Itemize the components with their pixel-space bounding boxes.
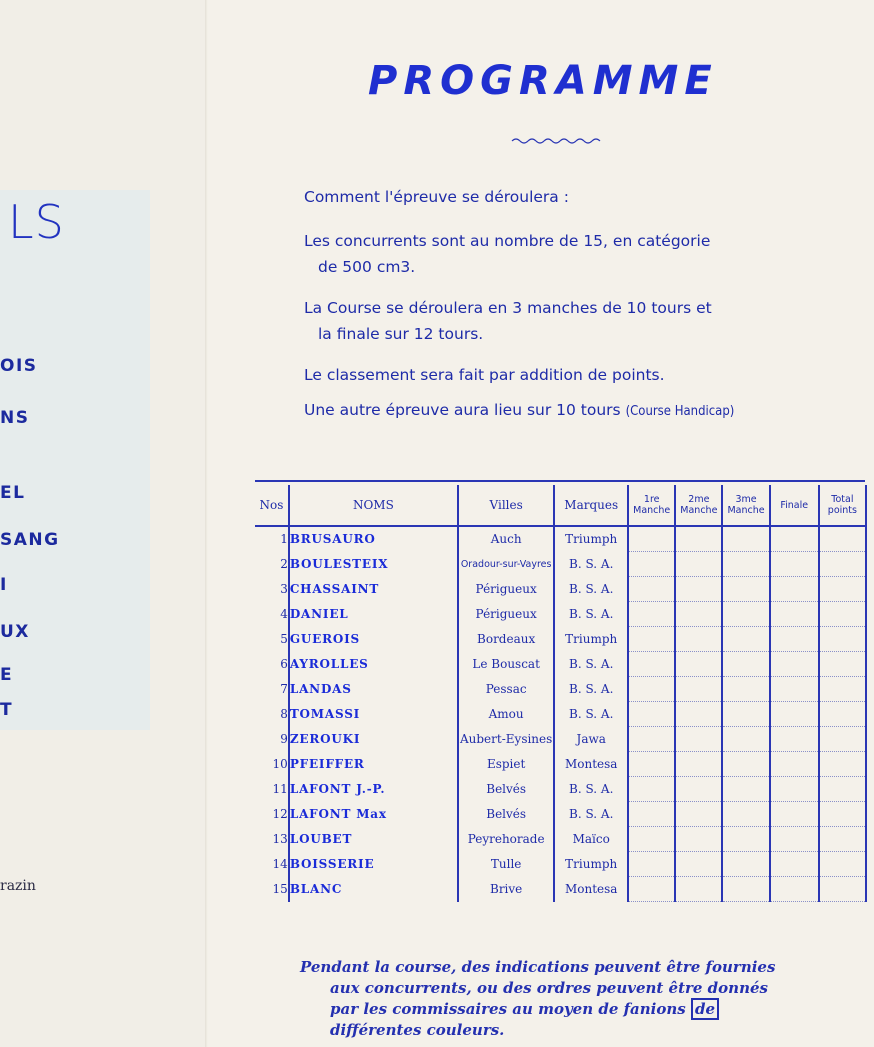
score-cell-manche-2 bbox=[675, 577, 722, 602]
table-row bbox=[255, 552, 866, 577]
score-cell-manche-3 bbox=[722, 877, 769, 902]
score-cell-finale bbox=[770, 577, 819, 602]
left-page-large-letters: LS bbox=[8, 195, 65, 249]
header-text: Manche bbox=[633, 505, 671, 516]
score-cell-manche-3 bbox=[722, 577, 769, 602]
competitor-city: Périgueux bbox=[458, 602, 554, 627]
footnote-line: aux concurrents, ou des ordres peuvent être donnés bbox=[330, 979, 768, 997]
score-cell-manche-3 bbox=[722, 777, 769, 802]
score-cell-finale bbox=[770, 852, 819, 877]
table-row bbox=[255, 802, 866, 827]
competitor-name: LANDAS bbox=[289, 677, 458, 702]
row-number: 15 bbox=[272, 882, 288, 896]
score-cell-manche-1 bbox=[628, 627, 675, 652]
header-text: points bbox=[827, 505, 857, 516]
left-page-panel bbox=[0, 190, 150, 730]
table-row bbox=[255, 877, 866, 902]
table-top-rule bbox=[255, 480, 865, 482]
competitor-brand: B. S. A. bbox=[554, 702, 628, 727]
competitor-name: BRUSAURO bbox=[289, 526, 458, 552]
header-manche-2 bbox=[675, 485, 722, 526]
rule-paragraph-1 bbox=[304, 228, 824, 280]
score-cell-manche-2 bbox=[675, 552, 722, 577]
competitor-city: Belvés bbox=[458, 802, 554, 827]
header-text: 2me bbox=[688, 494, 710, 505]
left-page-fragment-text: EL bbox=[0, 483, 26, 503]
competitor-name: PFEIFFER bbox=[289, 752, 458, 777]
competitor-name: BLANC bbox=[289, 877, 458, 902]
score-cell-total bbox=[819, 602, 866, 627]
header-noms: NOMS bbox=[289, 485, 458, 526]
row-number: 4 bbox=[280, 607, 288, 621]
score-cell-finale bbox=[770, 602, 819, 627]
score-cell-total bbox=[819, 526, 866, 552]
table-row bbox=[255, 827, 866, 852]
competitor-brand: B. S. A. bbox=[554, 577, 628, 602]
score-cell-manche-1 bbox=[628, 802, 675, 827]
score-cell-manche-1 bbox=[628, 727, 675, 752]
score-cell-total bbox=[819, 577, 866, 602]
row-number: 1 bbox=[280, 532, 288, 547]
score-cell-manche-1 bbox=[628, 752, 675, 777]
row-number: 6 bbox=[280, 657, 288, 671]
paragraph-line: Les concurrents sont au nombre de 15, en catégorie bbox=[304, 232, 711, 250]
score-cell-finale bbox=[770, 727, 819, 752]
paragraph-parenthetical: (Course Handicap) bbox=[625, 404, 735, 419]
score-cell-total bbox=[819, 802, 866, 827]
row-number: 3 bbox=[280, 582, 288, 596]
score-cell-manche-3 bbox=[722, 727, 769, 752]
score-cell-manche-2 bbox=[675, 827, 722, 852]
table-row bbox=[255, 526, 866, 552]
competitor-brand: Triumph bbox=[554, 627, 628, 652]
row-number: 5 bbox=[280, 632, 288, 646]
intro-text: Comment l'épreuve se déroulera : bbox=[304, 188, 569, 206]
footnote-line: différentes couleurs. bbox=[330, 1021, 505, 1039]
competitor-city: Oradour-sur-Vayres bbox=[458, 552, 554, 577]
left-page-fragment-text: SANG bbox=[0, 530, 60, 550]
score-cell-manche-2 bbox=[675, 802, 722, 827]
left-page-fragment-text: E bbox=[0, 665, 14, 685]
score-cell-finale bbox=[770, 802, 819, 827]
competitor-brand: B. S. A. bbox=[554, 777, 628, 802]
table-row bbox=[255, 627, 866, 652]
header-villes: Villes bbox=[458, 485, 554, 526]
competitor-city: Peyrehorade bbox=[458, 827, 554, 852]
competitor-city: Tulle bbox=[458, 852, 554, 877]
left-page-fragment-text: OIS bbox=[0, 356, 38, 376]
title-underline-ornament bbox=[510, 136, 610, 146]
score-cell-manche-3 bbox=[722, 627, 769, 652]
competitor-name: DANIEL bbox=[289, 602, 458, 627]
score-cell-finale bbox=[770, 877, 819, 902]
score-cell-manche-1 bbox=[628, 702, 675, 727]
score-cell-total bbox=[819, 727, 866, 752]
header-text: 1re bbox=[643, 494, 660, 505]
score-cell-manche-1 bbox=[628, 602, 675, 627]
competitor-city: Auch bbox=[458, 526, 554, 552]
table-header-row bbox=[255, 485, 866, 526]
score-cell-total bbox=[819, 652, 866, 677]
competitor-brand: B. S. A. bbox=[554, 677, 628, 702]
score-cell-manche-2 bbox=[675, 526, 722, 552]
competitor-brand: B. S. A. bbox=[554, 802, 628, 827]
score-cell-manche-2 bbox=[675, 777, 722, 802]
score-cell-total bbox=[819, 752, 866, 777]
table-row bbox=[255, 677, 866, 702]
score-cell-finale bbox=[770, 627, 819, 652]
competitor-brand: Maïco bbox=[554, 827, 628, 852]
rule-paragraph-4 bbox=[304, 397, 824, 425]
score-cell-manche-3 bbox=[722, 526, 769, 552]
competitor-name: LAFONT Max bbox=[289, 802, 458, 827]
score-cell-finale bbox=[770, 652, 819, 677]
score-cell-manche-2 bbox=[675, 602, 722, 627]
competitor-name: TOMASSI bbox=[289, 702, 458, 727]
competitor-city: Pessac bbox=[458, 677, 554, 702]
competitor-name: BOISSERIE bbox=[289, 852, 458, 877]
score-cell-manche-1 bbox=[628, 852, 675, 877]
header-text: Manche bbox=[727, 505, 765, 516]
competitor-name: ZEROUKI bbox=[289, 727, 458, 752]
competitor-brand: Montesa bbox=[554, 877, 628, 902]
score-cell-manche-1 bbox=[628, 777, 675, 802]
score-cell-total bbox=[819, 552, 866, 577]
score-cell-total bbox=[819, 627, 866, 652]
left-page-fragment-text: T bbox=[0, 700, 14, 720]
score-cell-total bbox=[819, 777, 866, 802]
score-cell-manche-2 bbox=[675, 877, 722, 902]
row-number: 13 bbox=[272, 832, 288, 846]
rule-paragraph-3: Le classement sera fait par addition de points. bbox=[304, 366, 665, 384]
competitor-city: Périgueux bbox=[458, 577, 554, 602]
score-cell-finale bbox=[770, 677, 819, 702]
left-page-fragment-text: I bbox=[0, 575, 8, 595]
competitor-city: Espiet bbox=[458, 752, 554, 777]
row-number: 12 bbox=[272, 807, 288, 821]
score-cell-manche-2 bbox=[675, 652, 722, 677]
score-cell-total bbox=[819, 827, 866, 852]
competitor-city: Aubert-Eysines bbox=[458, 727, 554, 752]
competitor-brand: Triumph bbox=[554, 852, 628, 877]
score-cell-manche-3 bbox=[722, 702, 769, 727]
left-page-fragment bbox=[0, 0, 205, 1047]
score-cell-manche-2 bbox=[675, 727, 722, 752]
competitor-city: Le Bouscat bbox=[458, 652, 554, 677]
table-row bbox=[255, 702, 866, 727]
score-cell-manche-3 bbox=[722, 752, 769, 777]
competitor-city: Belvés bbox=[458, 777, 554, 802]
table-row bbox=[255, 752, 866, 777]
score-cell-manche-3 bbox=[722, 827, 769, 852]
score-cell-manche-1 bbox=[628, 552, 675, 577]
table-row bbox=[255, 852, 866, 877]
header-manche-1 bbox=[628, 485, 675, 526]
table-row bbox=[255, 652, 866, 677]
competitor-brand: Montesa bbox=[554, 752, 628, 777]
competitor-city: Amou bbox=[458, 702, 554, 727]
score-cell-manche-2 bbox=[675, 627, 722, 652]
competitor-brand: Jawa bbox=[554, 727, 628, 752]
competitor-brand: Triumph bbox=[554, 526, 628, 552]
score-cell-finale bbox=[770, 552, 819, 577]
rule-paragraph-2 bbox=[304, 295, 824, 347]
score-cell-manche-3 bbox=[722, 652, 769, 677]
score-cell-manche-2 bbox=[675, 752, 722, 777]
header-text: 3me bbox=[735, 494, 757, 505]
score-cell-manche-1 bbox=[628, 827, 675, 852]
table-row bbox=[255, 727, 866, 752]
score-cell-manche-3 bbox=[722, 677, 769, 702]
competitor-name: LOUBET bbox=[289, 827, 458, 852]
score-cell-total bbox=[819, 702, 866, 727]
header-manche-3 bbox=[722, 485, 769, 526]
table-row bbox=[255, 602, 866, 627]
footnote-text: par les commissaires au moyen de fanions bbox=[330, 1000, 686, 1018]
competitor-city: Bordeaux bbox=[458, 627, 554, 652]
competitor-city: Brive bbox=[458, 877, 554, 902]
paragraph-line: La Course se déroulera en 3 manches de 10 tours et bbox=[304, 299, 712, 317]
competitor-name: CHASSAINT bbox=[289, 577, 458, 602]
footnote-line: Pendant la course, des indications peuvent être fournies bbox=[300, 958, 776, 976]
score-cell-finale bbox=[770, 777, 819, 802]
score-cell-manche-3 bbox=[722, 602, 769, 627]
row-number: 11 bbox=[272, 782, 288, 796]
header-num: Nos bbox=[255, 485, 289, 526]
table-body bbox=[255, 526, 866, 902]
score-cell-manche-1 bbox=[628, 677, 675, 702]
score-cell-total bbox=[819, 677, 866, 702]
header-marques: Marques bbox=[554, 485, 628, 526]
header-text: Total bbox=[831, 494, 854, 505]
score-cell-manche-2 bbox=[675, 852, 722, 877]
score-cell-manche-1 bbox=[628, 652, 675, 677]
score-cell-manche-3 bbox=[722, 802, 769, 827]
score-cell-manche-1 bbox=[628, 877, 675, 902]
row-number: 14 bbox=[272, 857, 288, 871]
score-cell-manche-2 bbox=[675, 702, 722, 727]
footnote-boxed-word: de bbox=[691, 998, 719, 1020]
row-number: 8 bbox=[280, 707, 288, 721]
score-cell-manche-2 bbox=[675, 677, 722, 702]
header-text: Manche bbox=[680, 505, 718, 516]
competitor-brand: B. S. A. bbox=[554, 652, 628, 677]
competitor-name: BOULESTEIX bbox=[289, 552, 458, 577]
paragraph-line: la finale sur 12 tours. bbox=[318, 325, 484, 343]
paragraph-text: Une autre épreuve aura lieu sur 10 tours bbox=[304, 401, 621, 419]
competitors-table bbox=[255, 485, 867, 902]
page-fold bbox=[205, 0, 208, 1047]
header-finale: Finale bbox=[770, 485, 819, 526]
score-cell-manche-3 bbox=[722, 552, 769, 577]
left-page-fragment-text: NS bbox=[0, 408, 30, 428]
left-page-fragment-text: UX bbox=[0, 622, 30, 642]
table-row bbox=[255, 777, 866, 802]
score-cell-manche-3 bbox=[722, 852, 769, 877]
score-cell-finale bbox=[770, 827, 819, 852]
left-page-bottom-text: razin bbox=[0, 878, 36, 894]
score-cell-finale bbox=[770, 526, 819, 552]
competitor-name: AYROLLES bbox=[289, 652, 458, 677]
footnote-line bbox=[300, 999, 825, 1020]
score-cell-finale bbox=[770, 752, 819, 777]
header-total bbox=[819, 485, 866, 526]
competitor-brand: B. S. A. bbox=[554, 552, 628, 577]
paragraph-line: de 500 cm3. bbox=[318, 258, 416, 276]
score-cell-manche-1 bbox=[628, 577, 675, 602]
row-number: 7 bbox=[280, 682, 288, 696]
score-cell-manche-1 bbox=[628, 526, 675, 552]
page-title: PROGRAMME bbox=[368, 58, 718, 104]
score-cell-finale bbox=[770, 702, 819, 727]
row-number: 9 bbox=[280, 732, 288, 746]
row-number: 2 bbox=[280, 557, 288, 571]
row-number: 10 bbox=[272, 757, 288, 771]
footnote bbox=[300, 957, 825, 1041]
competitor-brand: B. S. A. bbox=[554, 602, 628, 627]
score-cell-total bbox=[819, 852, 866, 877]
competitor-name: LAFONT J.-P. bbox=[289, 777, 458, 802]
score-cell-total bbox=[819, 877, 866, 902]
table-row bbox=[255, 577, 866, 602]
competitor-name: GUEROIS bbox=[289, 627, 458, 652]
